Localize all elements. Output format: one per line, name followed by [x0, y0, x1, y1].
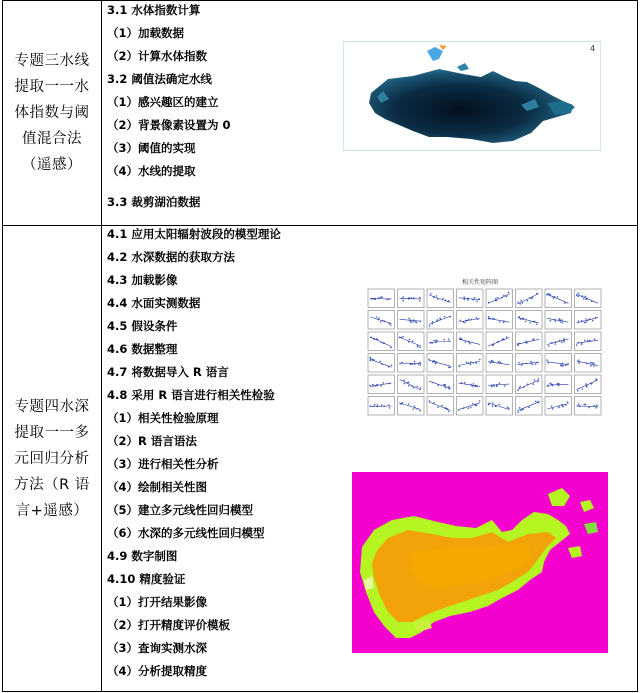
course-outline-table [2, 0, 638, 692]
topic4-item: 4.6 数据整理 [107, 342, 178, 356]
topic3-item: （1）加载数据 [107, 26, 185, 40]
scatter-matrix-title: 相关性矩阵图 [461, 279, 499, 286]
topic4-item: （1）打开结果影像 [107, 595, 208, 609]
topic4-item: （4）分析提取精度 [107, 664, 208, 678]
topic3-row [3, 1, 637, 226]
topic4-item: （3）查询实测水深 [107, 641, 208, 655]
topic4-title-cell [3, 226, 101, 692]
correlation-scatterplot-matrix [353, 276, 607, 426]
topic4-item: 4.1 应用太阳辐射波段的模型理论 [107, 227, 281, 241]
topic3-item: （4）水线的提取 [107, 164, 196, 178]
topic4-item: （2）打开精度评价模板 [107, 618, 231, 632]
topic3-title: 专题三水线提取一一水体指数与阈值混合法（遥感） [14, 53, 90, 173]
topic4-item: （1）相关性检验原理 [107, 411, 219, 425]
water-index-lake-image [343, 41, 601, 151]
topic3-item: （2）计算水体指数 [107, 49, 208, 63]
water-depth-map-image [352, 472, 608, 653]
topic4-item: 4.3 加载影像 [107, 273, 178, 287]
topic4-item: 4.2 水深数据的获取方法 [107, 250, 235, 264]
topic4-item: 4.10 精度验证 [107, 572, 186, 586]
topic4-item: 4.8 采用 R 语言进行相关性检验 [107, 388, 275, 402]
topic4-item: （4）绘制相关性图 [107, 480, 208, 494]
topic3-item: 3.1 水体指数计算 [107, 3, 201, 17]
topic3-item: （2）背景像素设置为 0 [107, 118, 231, 132]
topic3-item: （1）感兴趣区的建立 [107, 95, 219, 109]
topic4-item: 4.9 数字制图 [107, 549, 178, 563]
topic4-row [3, 226, 637, 692]
topic3-item: 3.3 裁剪湖泊数据 [107, 195, 201, 209]
topic4-item: 4.7 将数据导入 R 语言 [107, 365, 229, 379]
topic4-item: （3）进行相关性分析 [107, 457, 219, 471]
topic3-item: （3）阈值的实现 [107, 141, 196, 155]
topic4-item: （5）建立多元线性回归模型 [107, 503, 254, 517]
topic3-item: 3.2 阈值法确定水线 [107, 72, 212, 86]
topic4-item: 4.4 水面实测数据 [107, 296, 201, 310]
topic4-item: （2）R 语言语法 [107, 434, 197, 448]
topic4-item: 4.5 假设条件 [107, 319, 178, 333]
topic3-title-cell [3, 1, 101, 225]
topic4-item: （6）水深的多元线性回归模型 [107, 526, 265, 540]
topic4-title: 专题四水深提取一一多元回归分析方法（R 语言+遥感） [14, 399, 90, 519]
figure-number-label: 4 [590, 44, 596, 53]
